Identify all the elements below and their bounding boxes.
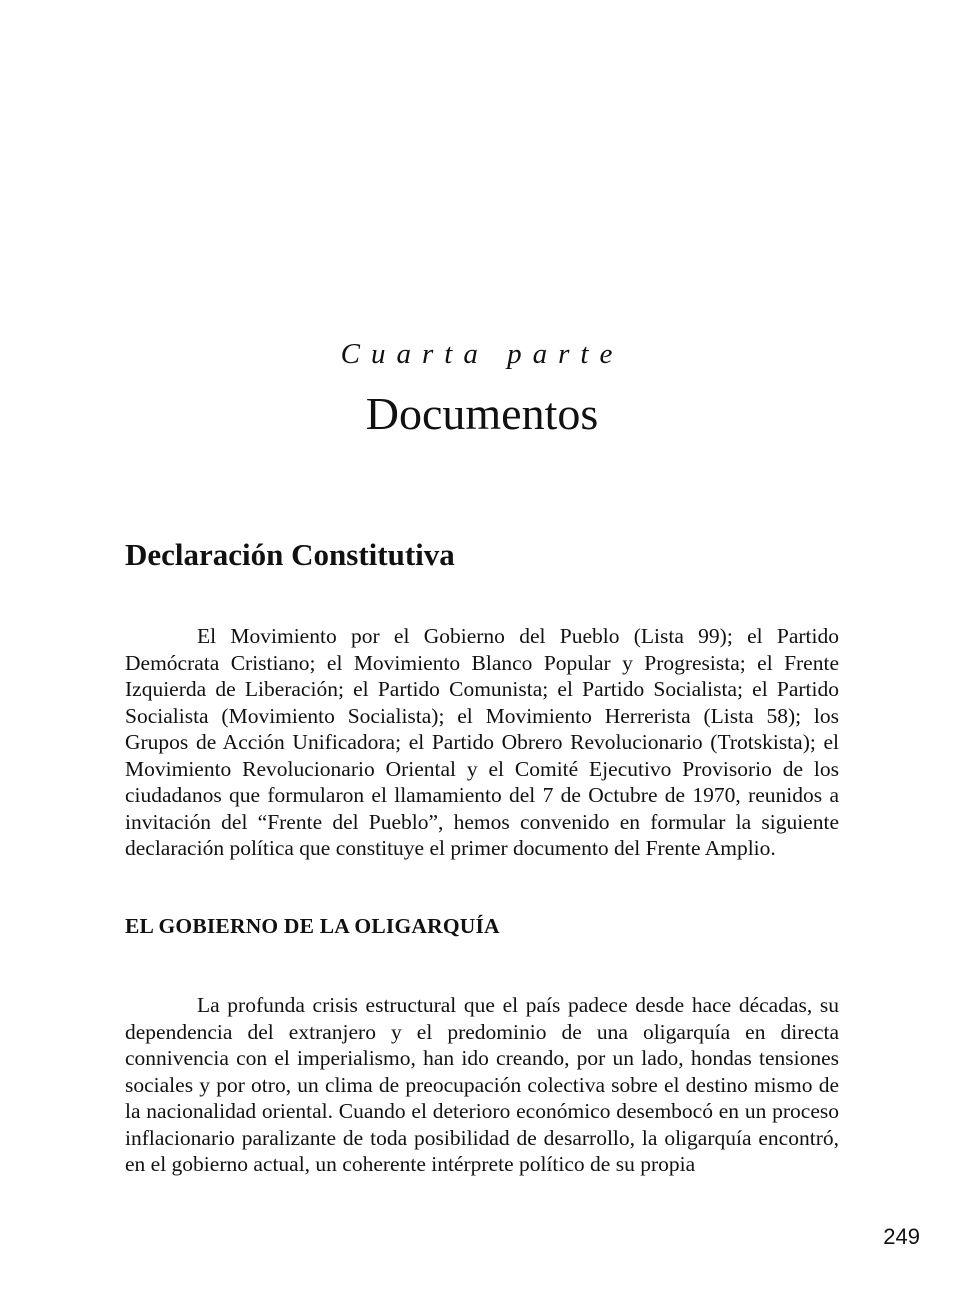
- subsection-heading: EL GOBIERNO DE LA OLIGARQUÍA: [125, 914, 500, 938]
- part-title: Documentos: [365, 388, 599, 439]
- body-paragraph-2: La profunda crisis estructural que el país padece desde hace décadas, su dependencia del extranjero y el predominio de una oligarquía en directa connivencia con el imperialismo, han ido creando, por un lado, hondas tensiones sociales y por otro, un clima de preocupación colectiva sobre el destino mismo de la nacionalidad oriental. Cuando el deterioro económico desembocó en un proceso inflacionario paralizante de toda posibilidad de desarrollo, la oligarquía encontró, en el gobierno actual, un coherente intérprete político de su propia: [125, 993, 839, 1176]
- body-paragraph-1: El Movimiento por el Gobierno del Pueblo (Lista 99); el Partido Demócrata Cristiano; el Movimiento Blanco Popular y Progresista; el Frente Izquierda de Liberación; el Partido Comunista; el Partido Socialista; el Partido Socialista (Movimiento Socialista); el Movimiento Herrerista (Lista 58); los Grupos de Acción Unificadora; el Partido Obrero Revolucionario (Trotskista); el Movimiento Revolucionario Oriental y el Comité Ejecutivo Provisorio de los ciudadanos que formularon el llamamiento del 7 de Octubre de 1970, reunidos a invitación del “Frente del Pueblo”, hemos convenido en formular la siguiente declaración política que constituye el primer documento del Frente Amplio.: [125, 624, 839, 860]
- section-heading: Declaración Constitutiva: [125, 537, 455, 572]
- part-label: Cuarta parte: [340, 338, 624, 370]
- page-number: 249: [883, 1224, 920, 1249]
